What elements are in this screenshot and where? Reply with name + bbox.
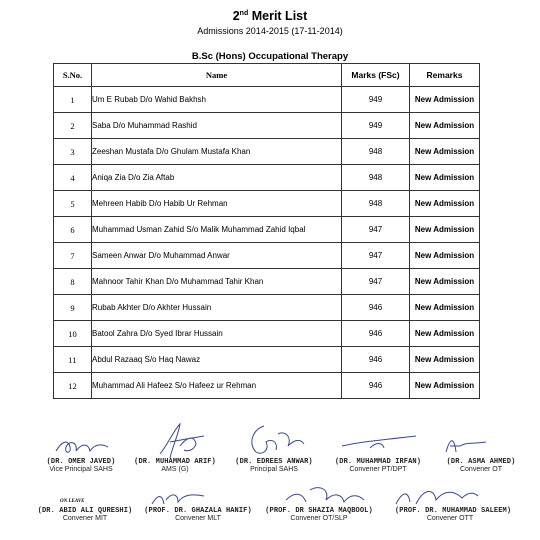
- table-row: [54, 243, 480, 269]
- cell-sno: 6: [54, 217, 92, 243]
- signatory-role: Principal SAHS: [250, 466, 298, 473]
- signatory-role: Convener OTT: [426, 515, 474, 522]
- cell-sno: 5: [54, 191, 92, 217]
- column-header-marks: Marks (FSc): [342, 64, 410, 87]
- cell-remarks: New Admission: [410, 113, 480, 139]
- signatory-name: (PROF. DR. GHAZALA HANIF): [144, 507, 252, 515]
- on-leave-note: ON LEAVE: [60, 499, 85, 504]
- cell-name: Saba D/o Muhammad Rashid: [92, 113, 342, 139]
- cell-remarks: New Admission: [410, 165, 480, 191]
- merit-table: [53, 63, 480, 399]
- cell-sno: 4: [54, 165, 92, 191]
- cell-remarks: New Admission: [410, 373, 480, 399]
- cell-marks: 948: [342, 165, 410, 191]
- cell-remarks: New Admission: [410, 269, 480, 295]
- cell-sno: 1: [54, 87, 92, 113]
- cell-sno: 7: [54, 243, 92, 269]
- cell-sno: 12: [54, 373, 92, 399]
- title-number: 2: [232, 9, 240, 23]
- signatory-convener-pt: [323, 458, 433, 473]
- cell-remarks: New Admission: [410, 139, 480, 165]
- signatory-role: Convener MIT: [62, 515, 108, 522]
- cell-sno: 8: [54, 269, 92, 295]
- cell-remarks: New Admission: [410, 217, 480, 243]
- signatory-role: AMS (G): [161, 466, 189, 473]
- signatory-ams: [120, 458, 230, 473]
- cell-remarks: New Admission: [410, 321, 480, 347]
- cell-name: Abdul Razaaq S/o Haq Nawaz: [92, 347, 342, 373]
- signature-edrees-anwar: [242, 420, 308, 460]
- cell-name: Batool Zahra D/o Syed Ibrar Hussain: [92, 321, 342, 347]
- cell-name: Mehreen Habib D/o Habib Ur Rehman: [92, 191, 342, 217]
- table-row: [54, 139, 480, 165]
- cell-remarks: New Admission: [410, 191, 480, 217]
- table-header-row: [54, 64, 480, 87]
- table-row: [54, 191, 480, 217]
- column-header-name: Name: [92, 64, 342, 87]
- signatory-name: (DR. MUHAMMAD ARIF): [134, 458, 216, 466]
- cell-name: Aniqa Zia D/o Zia Aftab: [92, 165, 342, 191]
- title-text: Merit List: [251, 9, 308, 23]
- signatory-name: (DR. OMER JAVED): [46, 458, 116, 466]
- cell-sno: 2: [54, 113, 92, 139]
- cell-sno: 10: [54, 321, 92, 347]
- cell-marks: 946: [342, 373, 410, 399]
- cell-marks: 949: [342, 87, 410, 113]
- cell-name: Mahnoor Tahir Khan D/o Muhammad Tahir Khan: [92, 269, 342, 295]
- signatory-role: Convener OT/SLP: [290, 515, 348, 522]
- column-header-sno: S.No.: [54, 64, 92, 87]
- signatory-role: Convener OT: [459, 466, 503, 473]
- table-row: [54, 165, 480, 191]
- cell-sno: 9: [54, 295, 92, 321]
- signature-muhammad-irfan: [340, 430, 420, 454]
- signatory-name: (DR. MUHAMMAD IRFAN): [334, 458, 421, 466]
- cell-name: Muhammad Usman Zahid S/o Malik Muhammad Zahid Iqbal: [92, 217, 342, 243]
- cell-name: Um E Rubab D/o Wahid Bakhsh: [92, 87, 342, 113]
- signatory-name: (DR. ABID ALI QURESHI): [37, 507, 133, 515]
- signature-muhammad-arif: [150, 420, 210, 462]
- cell-name: Zeeshan Mustafa D/o Ghulam Mustafa Khan: [92, 139, 342, 165]
- cell-marks: 946: [342, 321, 410, 347]
- signatory-name: (DR. ASMA AHMED): [446, 458, 516, 466]
- column-header-remarks: Remarks: [410, 64, 480, 87]
- cell-marks: 947: [342, 243, 410, 269]
- signatory-convener-slp: [264, 507, 374, 522]
- signatory-convener-mlt: [143, 507, 253, 522]
- cell-marks: 947: [342, 269, 410, 295]
- cell-remarks: New Admission: [410, 347, 480, 373]
- cell-name: Sameen Anwar D/o Muhammad Anwar: [92, 243, 342, 269]
- title-ordinal: nd: [239, 10, 249, 17]
- table-row: [54, 295, 480, 321]
- table-row: [54, 347, 480, 373]
- signatory-principal: [219, 458, 329, 473]
- signatory-name: (DR. EDREES ANWAR): [235, 458, 313, 466]
- cell-sno: 3: [54, 139, 92, 165]
- signature-omer-javed: [52, 433, 112, 461]
- signatory-convener-mit: [30, 507, 140, 522]
- cell-marks: 948: [342, 139, 410, 165]
- signatory-role: Convener PT/DPT: [349, 466, 407, 473]
- signature-muhammad-saleem: [390, 482, 480, 510]
- cell-marks: 948: [342, 191, 410, 217]
- table-row: [54, 373, 480, 399]
- table-row: [54, 217, 480, 243]
- signatory-role: Convener MLT: [175, 515, 221, 522]
- cell-marks: 946: [342, 295, 410, 321]
- cell-name: Rubab Akhter D/o Akhter Hussain: [92, 295, 342, 321]
- cell-marks: 947: [342, 217, 410, 243]
- cell-marks: 946: [342, 347, 410, 373]
- table-row: [54, 321, 480, 347]
- page-title: [0, 9, 540, 23]
- table-row: [54, 113, 480, 139]
- cell-marks: 949: [342, 113, 410, 139]
- cell-remarks: New Admission: [410, 87, 480, 113]
- signatory-convener-ot: [426, 458, 536, 473]
- admissions-subtitle: Admissions 2014-2015 (17-11-2014): [197, 26, 343, 36]
- program-heading: B.Sc (Hons) Occupational Therapy: [191, 51, 349, 62]
- signature-asma-ahmed: [440, 432, 490, 458]
- table-row: [54, 269, 480, 295]
- signatory-name: (PROF. DR SHAZIA MAQBOOL): [265, 507, 373, 515]
- signature-shazia-maqbool: [280, 480, 370, 510]
- cell-remarks: New Admission: [410, 295, 480, 321]
- cell-remarks: New Admission: [410, 243, 480, 269]
- cell-name: Muhammad Ali Hafeez S/o Hafeez ur Rehman: [92, 373, 342, 399]
- signatory-convener-ott: [395, 507, 512, 522]
- signatory-role: Vice Principal SAHS: [49, 466, 113, 473]
- cell-sno: 11: [54, 347, 92, 373]
- signatory-name: (PROF. DR. MUHAMMAD SALEEM): [395, 507, 512, 515]
- table-row: [54, 87, 480, 113]
